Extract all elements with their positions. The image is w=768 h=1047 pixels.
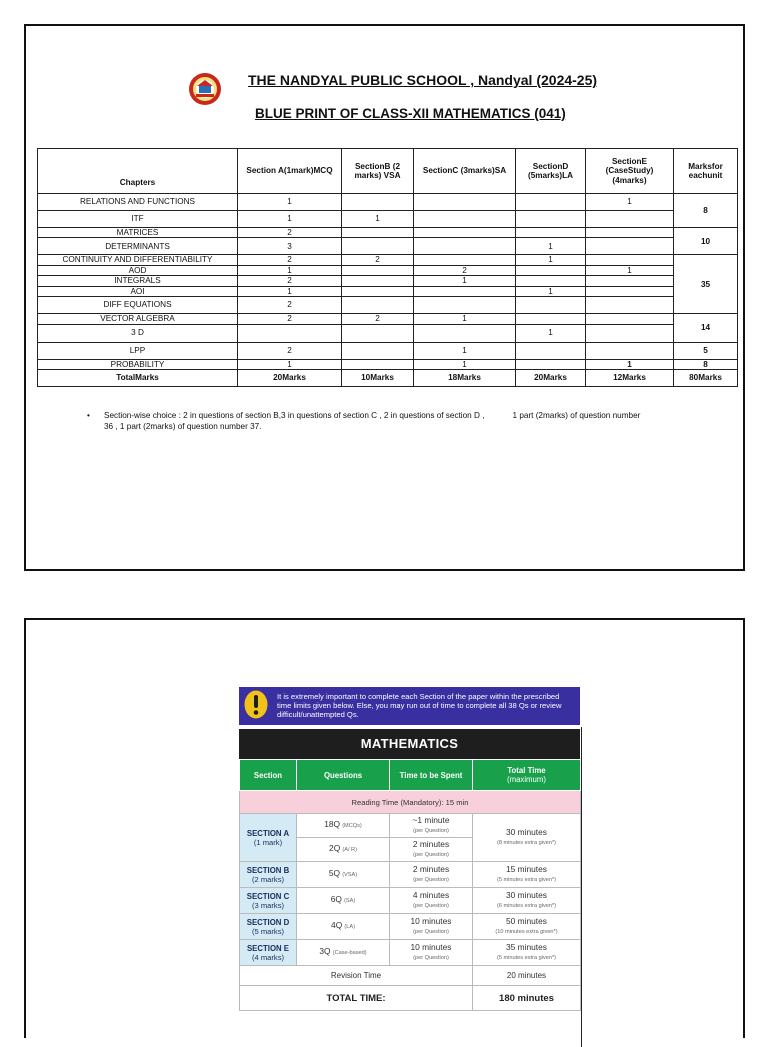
time-cell (390, 940, 473, 966)
table-row (38, 359, 738, 369)
section-marks: (2 marks) (251, 874, 285, 884)
unit-marks-cell: 8 (674, 194, 738, 228)
section-a-cell (238, 324, 342, 342)
table-row (38, 265, 738, 275)
section-c-cell (414, 286, 516, 296)
total-all: 80Marks (674, 369, 738, 386)
table-row (38, 255, 738, 265)
total-time-value: 50 minutes (506, 915, 547, 926)
section-a-cell: 2 (238, 342, 342, 359)
section-c-cell (414, 238, 516, 255)
table-row (38, 238, 738, 255)
question-count: 18Q (324, 819, 341, 829)
table-row (38, 276, 738, 286)
time-management-page (24, 618, 745, 1038)
col-header-section-e: SectionE (CaseStudy) (4marks) (586, 149, 674, 194)
revision-time-value: 20 minutes (473, 966, 581, 986)
section-row (240, 814, 581, 838)
section-c-cell (414, 211, 516, 228)
section-b-cell (342, 286, 414, 296)
time-value: 10 minutes (410, 941, 452, 952)
section-b-cell: 1 (342, 211, 414, 228)
table-row (38, 324, 738, 342)
section-e-cell (586, 297, 674, 314)
questions-cell (297, 862, 390, 888)
time-management-card (239, 687, 580, 1011)
section-a-cell: 2 (238, 297, 342, 314)
section-c-cell (414, 255, 516, 265)
section-name: SECTION C (246, 891, 290, 901)
section-a-cell: 3 (238, 238, 342, 255)
time-cell (390, 862, 473, 888)
total-time-value: 15 minutes (506, 863, 547, 874)
col-header-total-time (473, 760, 581, 791)
section-d-cell: 1 (516, 324, 586, 342)
total-time-cell (473, 914, 581, 940)
time-table-header (240, 760, 581, 791)
extra-time-note: (5 minutes extra given*) (496, 876, 557, 883)
section-d-cell (516, 342, 586, 359)
section-row (240, 888, 581, 914)
table-row (38, 211, 738, 228)
revision-time-label: Revision Time (240, 966, 473, 986)
section-b-cell (342, 342, 414, 359)
section-d-cell (516, 228, 586, 238)
unit-marks-cell: 35 (674, 255, 738, 314)
total-marks-row (38, 369, 738, 386)
section-marks: (3 marks) (251, 900, 285, 910)
total-time-cell (473, 888, 581, 914)
total-time-value: 180 minutes (473, 986, 581, 1011)
time-note: (per Question) (413, 954, 449, 961)
unit-marks-cell: 10 (674, 228, 738, 255)
chapter-cell: ITF (38, 211, 238, 228)
time-cell (390, 814, 473, 838)
table-row (38, 342, 738, 359)
section-c-cell (414, 297, 516, 314)
section-d-cell (516, 211, 586, 228)
time-value: 2 minutes (412, 863, 450, 874)
section-name: SECTION B (246, 865, 290, 875)
section-a-cell: 2 (238, 314, 342, 324)
total-section-b: 10Marks (342, 369, 414, 386)
section-marks: (4 marks) (251, 952, 285, 962)
section-c-cell (414, 324, 516, 342)
time-cell (390, 888, 473, 914)
section-c-cell: 1 (414, 276, 516, 286)
section-a-cell: 2 (238, 228, 342, 238)
total-time-value: 30 minutes (506, 826, 547, 837)
section-a-cell: 1 (238, 194, 342, 211)
col-header-section-a: Section A(1mark)MCQ (238, 149, 342, 194)
table-row (38, 286, 738, 296)
time-table (239, 759, 581, 1011)
section-e-cell (586, 238, 674, 255)
col-header-section-d: SectionD (5marks)LA (516, 149, 586, 194)
question-type: (Case-based) (332, 950, 367, 956)
section-c-cell (414, 228, 516, 238)
questions-cell (297, 914, 390, 940)
section-name: SECTION D (246, 917, 290, 927)
time-cell (390, 838, 473, 862)
time-note: (per Question) (413, 902, 449, 909)
section-b-cell (342, 228, 414, 238)
total-label: TotalMarks (38, 369, 238, 386)
section-cell (240, 914, 297, 940)
section-a-cell: 1 (238, 286, 342, 296)
section-marks: (1 mark) (253, 837, 283, 847)
total-section-c: 18Marks (414, 369, 516, 386)
section-c-cell: 1 (414, 314, 516, 324)
table-row (38, 194, 738, 211)
table-header-row (38, 149, 738, 194)
school-title: THE NANDYAL PUBLIC SCHOOL , Nandyal (2024-25) (248, 72, 598, 88)
blueprint-table (37, 148, 738, 387)
warning-text: It is extremely important to complete each Section of the paper within the prescribed time limits given below. Else, you may run out of time to complete all 38 Qs or review difficult/unattempted Qs. (277, 692, 562, 719)
total-section-d: 20Marks (516, 369, 586, 386)
warning-banner (239, 687, 580, 725)
question-type: (SA) (344, 898, 356, 904)
section-e-cell (586, 255, 674, 265)
time-note: (per Question) (413, 851, 449, 858)
reading-time-row (240, 791, 581, 814)
chapter-cell: DIFF EQUATIONS (38, 297, 238, 314)
section-e-cell (586, 211, 674, 228)
section-b-cell: 2 (342, 314, 414, 324)
chapter-cell: RELATIONS AND FUNCTIONS (38, 194, 238, 211)
section-c-cell: 1 (414, 342, 516, 359)
note-text-1: Section-wise choice : 2 in questions of section B,3 in questions of section C , 2 in questions of section D , (104, 411, 485, 420)
table-row (38, 314, 738, 324)
section-e-cell (586, 314, 674, 324)
section-cell (240, 940, 297, 966)
section-e-cell (586, 286, 674, 296)
total-time-title: Total Time (507, 766, 546, 775)
question-type: (MCQs) (342, 823, 362, 829)
total-section-e: 12Marks (586, 369, 674, 386)
question-type: (LA) (344, 924, 355, 930)
chapter-cell: MATRICES (38, 228, 238, 238)
section-row (240, 940, 581, 966)
col-header-unit-marks: Marksfor eachunit (674, 149, 738, 194)
section-b-cell (342, 359, 414, 369)
card-edge-line (581, 727, 582, 1047)
total-time-label: TOTAL TIME: (240, 986, 473, 1011)
section-e-cell (586, 324, 674, 342)
time-note: (per Question) (413, 876, 449, 883)
questions-cell (297, 940, 390, 966)
chapter-cell: DETERMINANTS (38, 238, 238, 255)
section-d-cell (516, 194, 586, 211)
section-a-cell: 2 (238, 276, 342, 286)
time-value: 4 minutes (412, 889, 450, 900)
unit-marks-cell: 14 (674, 314, 738, 342)
section-a-cell: 1 (238, 211, 342, 228)
section-choice-note (87, 410, 727, 432)
section-row (240, 914, 581, 940)
time-value: 2 minutes (412, 838, 450, 849)
note-bullet: • (87, 411, 90, 420)
extra-time-note: (8 minutes extra given*) (496, 839, 557, 846)
section-a-cell: 1 (238, 359, 342, 369)
section-c-cell: 1 (414, 359, 516, 369)
blueprint-title: BLUE PRINT OF CLASS-XII MATHEMATICS (041) (255, 106, 566, 121)
total-time-cell (473, 814, 581, 862)
question-count: 2Q (329, 843, 341, 853)
question-type: (A/ R) (342, 847, 357, 853)
time-cell (390, 914, 473, 940)
question-count: 4Q (331, 920, 343, 930)
section-b-cell: 2 (342, 255, 414, 265)
col-header-section: Section (240, 760, 297, 791)
section-cell (240, 888, 297, 914)
section-a-cell: 2 (238, 255, 342, 265)
total-section-a: 20Marks (238, 369, 342, 386)
table-row (38, 228, 738, 238)
chapter-cell: AOD (38, 265, 238, 275)
question-count: 3Q (319, 946, 331, 956)
section-c-cell (414, 194, 516, 211)
section-row (240, 862, 581, 888)
col-header-chapters: Chapters (38, 149, 238, 194)
section-e-cell (586, 276, 674, 286)
col-header-section-b: SectionB (2 marks) VSA (342, 149, 414, 194)
col-header-time: Time to be Spent (390, 760, 473, 791)
time-value: ~1 minute (412, 814, 450, 825)
total-time-cell (473, 862, 581, 888)
section-b-cell (342, 194, 414, 211)
total-time-value: 30 minutes (506, 889, 547, 900)
revision-time-row (240, 966, 581, 986)
section-b-cell (342, 324, 414, 342)
chapter-cell: VECTOR ALGEBRA (38, 314, 238, 324)
section-d-cell: 1 (516, 286, 586, 296)
section-e-cell (586, 342, 674, 359)
question-count: 5Q (328, 868, 341, 878)
section-name: SECTION A (246, 828, 290, 838)
section-e-cell: 1 (586, 265, 674, 275)
school-logo-icon (188, 72, 222, 106)
extra-time-note: (6 minutes extra given*) (496, 902, 557, 909)
section-d-cell (516, 359, 586, 369)
note-text-3: 36 , 1 part (2marks) of question number 37. (104, 422, 262, 431)
section-b-cell (342, 297, 414, 314)
unit-marks-cell: 8 (674, 359, 738, 369)
time-value: 10 minutes (410, 915, 452, 926)
section-cell (240, 862, 297, 888)
section-d-cell (516, 276, 586, 286)
section-e-cell (586, 228, 674, 238)
section-d-cell: 1 (516, 255, 586, 265)
questions-cell (297, 888, 390, 914)
section-d-cell (516, 314, 586, 324)
extra-time-note: (10 minutes extra given*) (495, 928, 558, 935)
col-header-questions: Questions (297, 760, 390, 791)
section-a-cell: 1 (238, 265, 342, 275)
section-name: SECTION E (246, 943, 290, 953)
exclamation-icon (244, 690, 268, 719)
question-count: 6Q (330, 894, 342, 904)
total-time-row (240, 986, 581, 1011)
table-row (38, 297, 738, 314)
chapter-cell: INTEGRALS (38, 276, 238, 286)
section-e-cell: 1 (586, 359, 674, 369)
section-marks: (5 marks) (251, 926, 285, 936)
chapter-cell: LPP (38, 342, 238, 359)
section-d-cell: 1 (516, 238, 586, 255)
total-time-value: 35 minutes (506, 941, 547, 952)
extra-time-note: (5 minutes extra given*) (496, 954, 557, 961)
question-type: (VSA) (342, 872, 358, 878)
section-d-cell (516, 265, 586, 275)
section-b-cell (342, 276, 414, 286)
section-b-cell (342, 238, 414, 255)
col-header-section-c: SectionC (3marks)SA (414, 149, 516, 194)
chapter-cell: AOI (38, 286, 238, 296)
time-note: (per Question) (413, 928, 449, 935)
section-c-cell: 2 (414, 265, 516, 275)
section-b-cell (342, 265, 414, 275)
section-e-cell: 1 (586, 194, 674, 211)
reading-time-cell: Reading Time (Mandatory): 15 min (240, 791, 581, 814)
unit-marks-cell: 5 (674, 342, 738, 359)
chapter-cell: PROBABILITY (38, 359, 238, 369)
questions-cell (297, 838, 390, 862)
note-text-2: 1 part (2marks) of question number (512, 411, 641, 420)
questions-cell (297, 814, 390, 838)
total-time-cell (473, 940, 581, 966)
blueprint-page (24, 24, 745, 571)
section-d-cell (516, 297, 586, 314)
chapter-cell: 3 D (38, 324, 238, 342)
time-note: (per Question) (413, 827, 449, 834)
section-cell (240, 814, 297, 862)
subject-heading: MATHEMATICS (239, 729, 580, 759)
chapter-cell: CONTINUITY AND DIFFERENTIABILITY (38, 255, 238, 265)
total-time-sub: (maximum) (507, 775, 546, 784)
